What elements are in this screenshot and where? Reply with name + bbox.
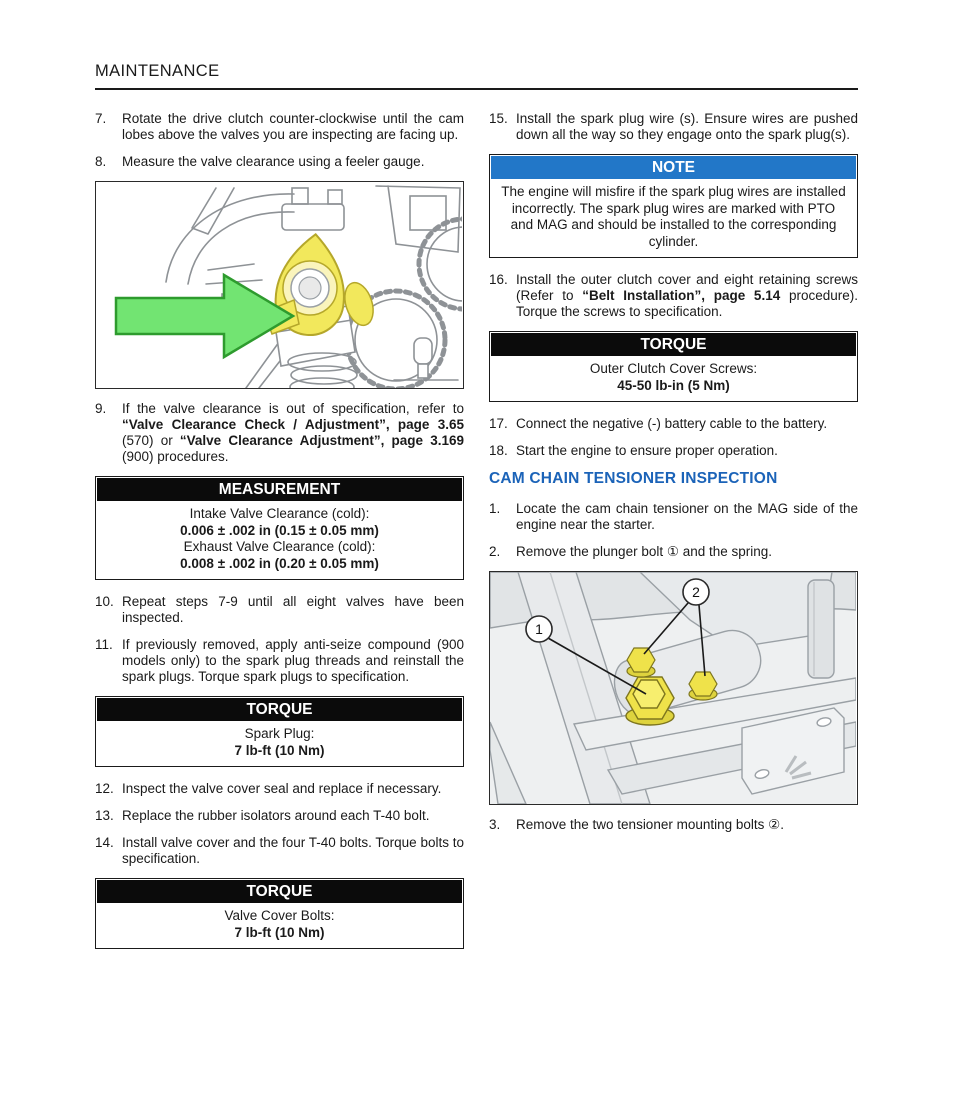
step-14 — [95, 835, 464, 867]
step-7 — [95, 111, 464, 143]
step-text: Remove the two tensioner mounting bolts ②. — [516, 817, 784, 832]
step-number: 1. — [489, 501, 501, 516]
torque-box-body — [97, 721, 462, 765]
step-text: Install the spark plug wire (s). Ensure wires are pushed down all the way so they engage onto the spark plug(s). — [516, 111, 858, 142]
torque-label: Outer Clutch Cover Screws: — [589, 361, 758, 376]
step-18 — [489, 443, 858, 459]
step-text: Replace the rubber isolators around each T-40 bolt. — [122, 808, 430, 823]
callout-2-label: 2 — [692, 584, 700, 600]
step-1 — [489, 501, 858, 533]
torque-box-valve-cover — [95, 878, 464, 949]
step-text: Start the engine to ensure proper operation. — [516, 443, 778, 458]
note-box — [489, 154, 858, 258]
plunger-bolt-highlight — [626, 677, 674, 725]
callout-2-badge — [683, 579, 709, 605]
cam-chain-tensioner-figure — [489, 571, 858, 805]
callout-1-label: 1 — [535, 621, 543, 637]
torque-box-title: TORQUE — [97, 880, 462, 903]
step-number: 13. — [95, 808, 114, 823]
torque-value: 7 lb-ft (10 Nm) — [234, 924, 325, 940]
measurement-value: 0.008 ± .002 in (0.20 ± 0.05 mm) — [180, 555, 379, 571]
step-number: 8. — [95, 154, 107, 169]
step-text: Repeat steps 7-9 until all eight valves have been inspected. — [122, 594, 464, 625]
step-number: 16. — [489, 272, 508, 287]
step-3 — [489, 817, 858, 833]
torque-label: Valve Cover Bolts: — [224, 908, 335, 923]
step-number: 3. — [489, 817, 501, 832]
step-text: Remove the plunger bolt ① and the spring. — [516, 544, 773, 559]
header-rule — [95, 88, 858, 90]
torque-box-title: TORQUE — [97, 698, 462, 721]
valve-clearance-figure — [95, 181, 464, 389]
callout-1-badge — [526, 616, 552, 642]
torque-label: Spark Plug: — [244, 726, 315, 741]
step-number: 18. — [489, 443, 508, 458]
torque-box-body — [491, 356, 856, 400]
step-text: If the valve clearance is out of specification, refer to “Valve Clearance Check / Adjustment”, page 3.65 (570) or “Valve Clearance Adjustment”, page 3.169 (900) procedures. — [122, 401, 464, 464]
step-number: 17. — [489, 416, 508, 431]
step-text: Rotate the drive clutch counter-clockwise until the cam lobes above the valves you are inspecting are facing up. — [122, 111, 464, 142]
step-number: 7. — [95, 111, 107, 126]
torque-value: 7 lb-ft (10 Nm) — [234, 742, 325, 758]
step-15 — [489, 111, 858, 143]
step-8 — [95, 154, 464, 170]
cam-chain-tensioner-illustration — [490, 572, 856, 804]
step-16 — [489, 272, 858, 320]
note-box-body: The engine will misfire if the spark plug wires are installed incorrectly. The spark plug wires are marked with PTO and MAG and should be installed to the corresponding cylinder. — [501, 184, 846, 249]
torque-value: 45-50 lb-in (5 Nm) — [617, 377, 730, 393]
step-text: Measure the valve clearance using a feeler gauge. — [122, 154, 425, 169]
step-number: 15. — [489, 111, 508, 126]
step-text: If previously removed, apply anti-seize compound (900 models only) to the spark plug threads and reinstall the spark plugs. Torque spark plugs to specification. — [122, 637, 464, 684]
step-number: 12. — [95, 781, 114, 796]
section-heading-cam-chain-tensioner-inspection: CAM CHAIN TENSIONER INSPECTION — [489, 470, 778, 487]
torque-box-body — [97, 903, 462, 947]
manual-page — [95, 62, 858, 963]
right-column — [489, 111, 858, 963]
step-12 — [95, 781, 464, 797]
step-text: Install valve cover and the four T-40 bolts. Torque bolts to specification. — [122, 835, 464, 866]
step-2 — [489, 544, 858, 560]
measurement-label: Intake Valve Clearance (cold): — [189, 506, 370, 521]
step-number: 9. — [95, 401, 107, 416]
step-number: 10. — [95, 594, 114, 609]
step-10 — [95, 594, 464, 626]
torque-box-title: TORQUE — [491, 333, 856, 356]
step-number: 2. — [489, 544, 501, 559]
measurement-box-body — [97, 501, 462, 578]
step-text: Locate the cam chain tensioner on the MAG side of the engine near the starter. — [516, 501, 858, 532]
step-number: 14. — [95, 835, 114, 850]
measurement-label: Exhaust Valve Clearance (cold): — [183, 539, 376, 554]
step-13 — [95, 808, 464, 824]
step-11 — [95, 637, 464, 685]
torque-box-clutch-cover — [489, 331, 858, 402]
step-text: Connect the negative (-) battery cable to the battery. — [516, 416, 828, 431]
step-text: Inspect the valve cover seal and replace if necessary. — [122, 781, 442, 796]
measurement-box — [95, 476, 464, 580]
measurement-value: 0.006 ± .002 in (0.15 ± 0.05 mm) — [180, 522, 379, 538]
left-column — [95, 111, 464, 963]
note-box-title: NOTE — [491, 156, 856, 179]
measurement-box-title: MEASUREMENT — [97, 478, 462, 501]
step-9 — [95, 401, 464, 465]
page-title: MAINTENANCE — [95, 62, 220, 80]
step-text: Install the outer clutch cover and eight retaining screws (Refer to “Belt Installation”, page 5.14 procedure). Torque the screws to specification. — [516, 272, 858, 319]
valve-clearance-illustration — [96, 182, 462, 388]
torque-box-spark-plug — [95, 696, 464, 767]
step-17 — [489, 416, 858, 432]
step-number: 11. — [95, 637, 113, 652]
